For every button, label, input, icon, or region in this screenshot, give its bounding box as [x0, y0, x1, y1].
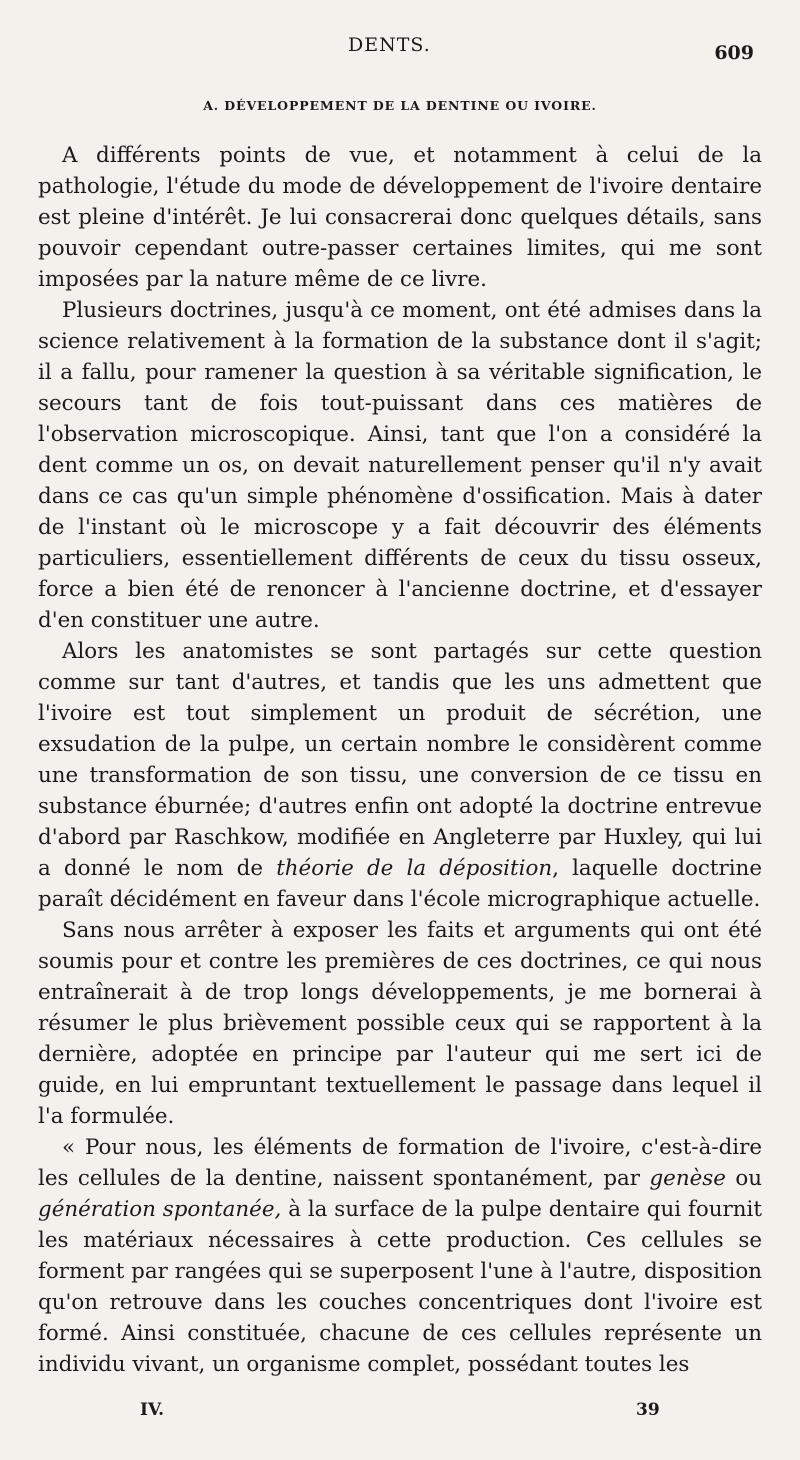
paragraph-text: A différents points de vue, et notamment à celui de la pathologie, l'étude du mode de développement de l'ivoire dentaire est pleine d'intérêt. Je lui consacrerai donc quelques détails, sans pouvoir cependant outre-passer certaines limites, qui me sont imposées par la nature même de ce livre. — [38, 143, 762, 292]
page-number: 609 — [714, 42, 754, 64]
section-title: A. DÉVELOPPEMENT DE LA DENTINE OU IVOIRE. — [203, 98, 597, 113]
running-title: DENTS. — [348, 34, 431, 56]
paragraph-text: « Pour nous, les éléments de formation de l'ivoire, c'est-à-dire les cellules de la dentine, naissent spontanément, par — [38, 1135, 762, 1191]
footer-signature: 39 — [636, 1400, 660, 1420]
paragraph-text: Sans nous arrêter à exposer les faits et arguments qui ont été soumis pour et contre les premières de ces doctrines, ce qui nous entraînerait à de trop longs développements, je me bornerai à résumer le plus brièvement possible ceux qui se rapportent à la dernière, adoptée en principe par l'auteur qui me sert ici de guide, en lui empruntant textuellement le passage dans lequel il l'a formulée. — [38, 918, 762, 1129]
paragraph-text: ou — [725, 1166, 762, 1191]
paragraph-3 — [38, 636, 762, 915]
paragraph-1 — [38, 140, 762, 295]
paragraph-text: Plusieurs doctrines, jusqu'à ce moment, ont été admises dans la science relativement à la formation de la substance dont il s'agit; il a fallu, pour ramener la question à sa véritable signification, le secours tant de fois tout-puissant dans ces matières de l'observation microscopique. Ainsi, tant que l'on a considéré la dent comme un os, on devait naturellement penser qu'il n'y avait dans ce cas qu'un simple phénomène d'ossification. Mais à dater de l'instant où le microscope y a fait découvrir des éléments particuliers, essentiellement différents de ceux du tissu osseux, force a bien été de renoncer à l'ancienne doctrine, et d'essayer d'en constituer une autre. — [38, 298, 762, 633]
italic-term: théorie de la déposition — [276, 856, 553, 881]
paragraph-2 — [38, 295, 762, 636]
paragraph-text: à la surface de la pulpe dentaire qui fournit les matériaux nécessaires à cette production. Ces cellules se forment par rangées qui se superposent l'une à l'autre, disposition qu'on retrouve dans les couches concentriques dont l'ivoire est formé. Ainsi constituée, chacune de ces cellules représente un individu vivant, un organisme complet, possédant toutes les — [38, 1197, 763, 1377]
italic-term: genèse — [649, 1166, 726, 1191]
page-footer — [0, 1400, 800, 1428]
paragraph-text: , laquelle doctrine paraît décidément en faveur dans l'école micrographique actuelle. — [38, 856, 762, 912]
paragraph-4 — [38, 915, 762, 1132]
footer-volume: IV. — [140, 1400, 165, 1420]
paragraph-text: Alors les anatomistes se sont partagés sur cette question comme sur tant d'autres, et tandis que les uns admettent que l'ivoire est tout simplement un produit de sécrétion, une exsudation de la pulpe, un certain nombre le considèrent comme une transformation de son tissu, une conversion de ce tissu en substance éburnée; d'autres enfin ont adopté la doctrine entrevue d'abord par Raschkow, modifiée en Angleterre par Huxley, qui lui a donné le nom de — [38, 639, 762, 881]
running-head — [0, 32, 800, 66]
paragraph-5 — [38, 1132, 762, 1380]
body-text — [38, 140, 762, 1380]
italic-term: génération spontanée, — [38, 1197, 282, 1222]
